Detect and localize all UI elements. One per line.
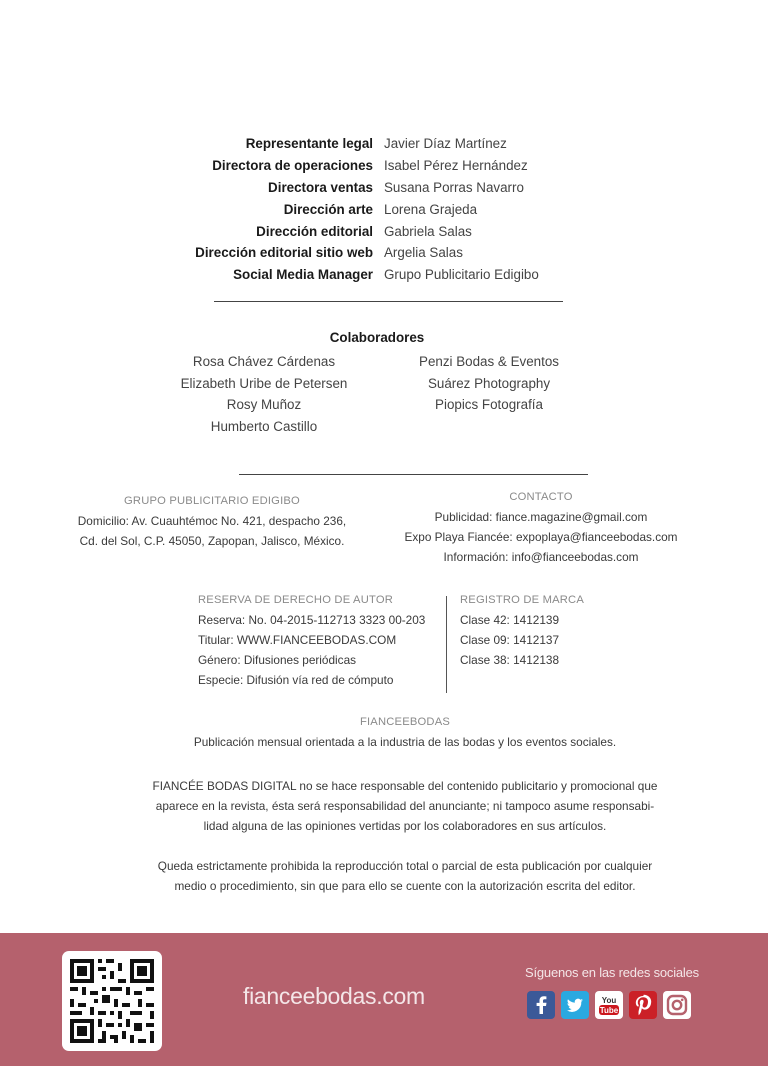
staff-name: Argelia Salas xyxy=(384,245,463,261)
svg-text:You: You xyxy=(601,996,617,1005)
follow-us-label: Síguenos en las redes sociales xyxy=(525,965,699,980)
collaborators-title: Colaboradores xyxy=(329,330,425,345)
staff-row xyxy=(0,242,768,264)
twitter-icon[interactable] xyxy=(561,991,589,1019)
social-icons xyxy=(527,991,691,1019)
divider xyxy=(239,474,588,475)
facebook-icon[interactable] xyxy=(527,991,555,1019)
disclaimer-line: aparece en la revista, ésta será responsabilidad del anunciante; ni tampoco asume responsabi- xyxy=(155,799,655,813)
publication-block xyxy=(120,712,690,752)
staff-row xyxy=(0,198,768,220)
company-address: Cd. del Sol, C.P. 45050, Zapopan, Jalisco, México. xyxy=(79,534,345,548)
staff-list xyxy=(0,133,768,286)
contact-line: Expo Playa Fiancée: expoplaya@fianceebodas.com xyxy=(404,530,678,544)
trademark-line: Clase 09: 1412137 xyxy=(460,633,560,647)
staff-name: Isabel Pérez Hernández xyxy=(384,158,528,174)
disclaimer-line: FIANCÉE BODAS DIGITAL no se hace responsable del contenido publicitario y promocional que xyxy=(152,779,658,793)
copyright-block xyxy=(198,590,438,690)
contact-line: Información: info@fianceebodas.com xyxy=(443,550,639,564)
prohibition-line: Queda estrictamente prohibida la reproducción total o parcial de esta publicación por cualquier xyxy=(157,859,653,873)
disclaimer-line: lidad alguna de las opiniones vertidas por los colaboradores en sus artículos. xyxy=(203,819,607,833)
staff-role: Dirección arte xyxy=(283,201,373,217)
staff-role: Representante legal xyxy=(245,136,373,152)
svg-text:Tube: Tube xyxy=(599,1006,619,1015)
staff-name: Lorena Grajeda xyxy=(384,201,478,217)
vertical-divider xyxy=(446,596,447,693)
instagram-icon[interactable] xyxy=(663,991,691,1019)
staff-row xyxy=(0,220,768,242)
collaborator-name: Piopics Fotografía xyxy=(435,397,543,413)
collaborators-right-column xyxy=(389,351,589,416)
staff-name: Gabriela Salas xyxy=(384,223,472,239)
company-address: Domicilio: Av. Cuauhtémoc No. 421, despacho 236, xyxy=(77,514,347,528)
website-link[interactable]: fianceebodas.com xyxy=(243,983,425,1009)
youtube-icon[interactable] xyxy=(595,991,623,1019)
company-heading: GRUPO PUBLICITARIO EDIGIBO xyxy=(124,495,300,507)
staff-row xyxy=(0,133,768,155)
trademark-heading: REGISTRO DE MARCA xyxy=(460,594,584,606)
trademark-line: Clase 42: 1412139 xyxy=(460,613,560,627)
staff-row xyxy=(0,264,768,286)
staff-name: Susana Porras Navarro xyxy=(384,179,524,195)
contact-line: Publicidad: fiance.magazine@gmail.com xyxy=(434,510,648,524)
staff-name: Grupo Publicitario Edigibo xyxy=(384,267,539,283)
trademark-block xyxy=(460,590,660,670)
collaborator-name: Rosa Chávez Cárdenas xyxy=(192,354,336,369)
collaborator-name: Suárez Photography xyxy=(427,375,551,391)
contact-block xyxy=(391,487,691,567)
publication-heading: FIANCEEBODAS xyxy=(359,716,451,728)
copyright-heading: RESERVA DE DERECHO DE AUTOR xyxy=(198,594,394,606)
prohibition-paragraph xyxy=(110,856,700,896)
disclaimer-paragraph xyxy=(110,776,700,836)
collaborators-left-column xyxy=(164,351,364,438)
staff-role: Directora de operaciones xyxy=(212,158,373,174)
pinterest-icon[interactable] xyxy=(629,991,657,1019)
copyright-line: Titular: WWW.FIANCEEBODAS.COM xyxy=(198,633,397,647)
staff-role: Dirección editorial sitio web xyxy=(195,245,373,261)
collaborator-name: Elizabeth Uribe de Petersen xyxy=(180,375,348,391)
contact-heading: CONTACTO xyxy=(509,491,573,503)
staff-row xyxy=(0,177,768,199)
divider xyxy=(214,301,563,302)
qr-code-icon xyxy=(62,951,162,1051)
copyright-line: Especie: Difusión vía red de cómputo xyxy=(198,673,394,687)
trademark-line: Clase 38: 1412138 xyxy=(460,653,560,667)
staff-role: Social Media Manager xyxy=(233,267,373,283)
staff-role: Dirección editorial xyxy=(256,223,373,239)
staff-role: Directora ventas xyxy=(268,179,373,195)
company-block xyxy=(62,491,362,551)
copyright-line: Reserva: No. 04-2015-112713 3323 00-203 xyxy=(198,613,426,627)
publication-description: Publicación mensual orientada a la industria de las bodas y los eventos sociales. xyxy=(193,735,617,749)
collaborator-name: Humberto Castillo xyxy=(210,419,318,435)
collaborator-name: Rosy Muñoz xyxy=(226,397,302,413)
prohibition-line: medio o procedimiento, sin que para ello se cuente con la autorización escrita del editor. xyxy=(174,879,636,893)
qr-code[interactable] xyxy=(62,951,162,1051)
copyright-line: Género: Difusiones periódicas xyxy=(198,653,357,667)
collaborator-name: Penzi Bodas & Eventos xyxy=(419,354,559,369)
footer-bar xyxy=(0,933,768,1066)
staff-row xyxy=(0,155,768,177)
staff-name: Javier Díaz Martínez xyxy=(384,136,507,152)
